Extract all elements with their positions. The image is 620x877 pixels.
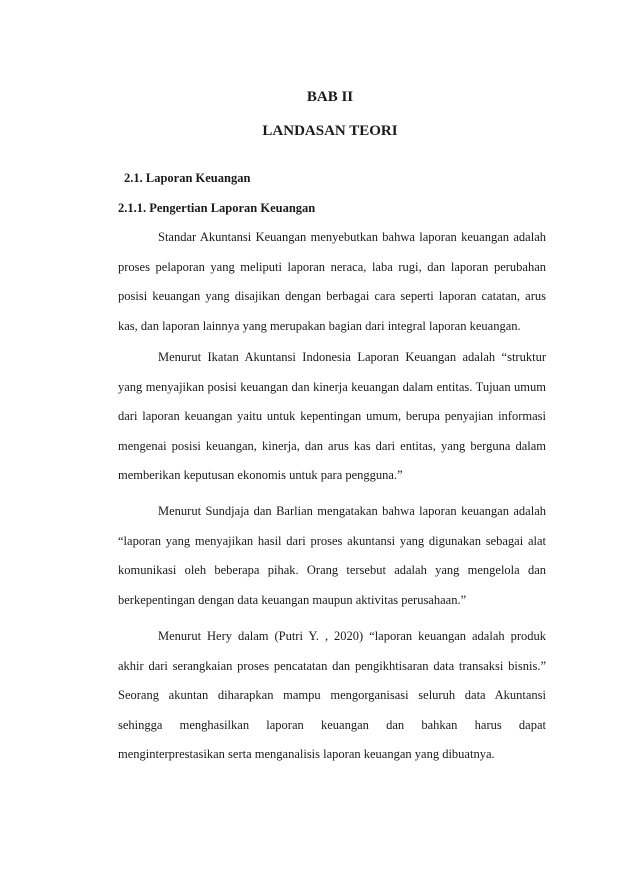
section-heading-2-1: 2.1. Laporan Keuangan <box>124 171 251 185</box>
chapter-number: BAB II <box>306 89 354 105</box>
paragraph-4: Menurut Hery dalam (Putri Y. , 2020) “laporan keuangan adalah produk akhir dari serangkaian proses pencatatan dan pengikhtisaran data transaksi bisnis.” Seorang akuntan diharapkan mampu mengorganisasi seluruh data Akuntansi sehingga menghasilkan laporan keuangan dan bahkan harus dapat menginterprestasikan serta menganalisis laporan keuangan yang dibuatnya. <box>118 629 546 761</box>
paragraph-2: Menurut Ikatan Akuntansi Indonesia Laporan Keuangan adalah “struktur yang menyajikan posisi keuangan dan kinerja keuangan dalam entitas. Tujuan umum dari laporan keuangan yaitu untuk kepentingan umum, berupa penyajian informasi mengenai posisi keuangan, kinerja, dan arus kas dari entitas, yang berguna dalam memberikan keputusan ekonomis untuk para pengguna.” <box>118 350 546 482</box>
paragraph-1: Standar Akuntansi Keuangan menyebutkan bahwa laporan keuangan adalah proses pelaporan yang meliputi laporan neraca, laba rugi, dan laporan perubahan posisi keuangan yang disajikan dengan berbagai cara seperti laporan catatan, arus kas, dan laporan lainnya yang merupakan bagian dari integral laporan keuangan. <box>118 230 546 333</box>
section-heading-2-1-1: 2.1.1. Pengertian Laporan Keuangan <box>118 201 316 215</box>
chapter-title: LANDASAN TEORI <box>262 123 398 139</box>
paragraph-3: Menurut Sundjaja dan Barlian mengatakan bahwa laporan keuangan adalah “laporan yang menyajikan hasil dari proses akuntansi yang digunakan sebagai alat komunikasi oleh beberapa pihak. Orang tersebut adalah yang mengelola dan berkepentingan dengan data keuangan maupun aktivitas perusahaan.” <box>118 504 546 607</box>
